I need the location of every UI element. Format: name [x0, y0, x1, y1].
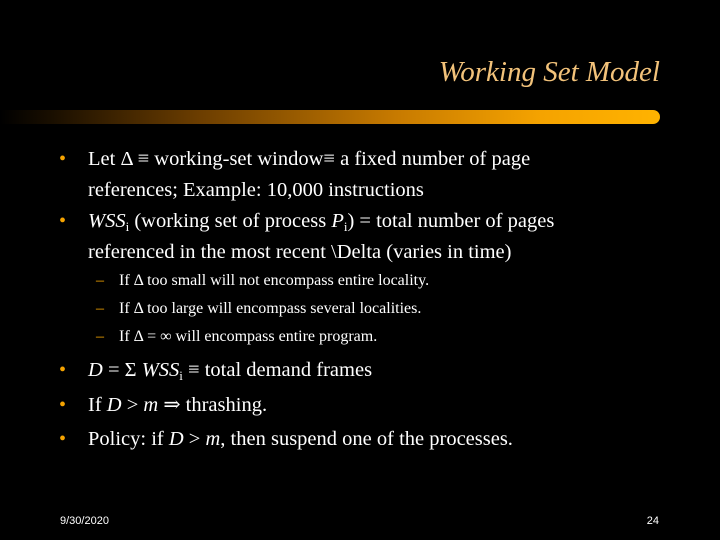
- sub-bullet-text: If Δ = ∞ will encompass entire program.: [119, 328, 378, 345]
- bullet-text-line: [88, 355, 688, 386]
- subscript: i: [343, 219, 348, 234]
- bullet-dot: •: [59, 394, 67, 416]
- sub-bullet-text: If Δ too large will encompass several localities.: [119, 300, 422, 317]
- footer-date: 9/30/2020: [60, 515, 109, 527]
- bullet-dot: •: [59, 428, 67, 450]
- bullet-item: [59, 424, 688, 455]
- text-run: >: [183, 428, 206, 450]
- demand-term: D: [88, 359, 103, 381]
- process-term: P: [331, 210, 344, 232]
- text-run: >: [121, 394, 144, 416]
- bullet-text-line: Let Δ ≡ working-set window≡ a fixed number of page: [88, 148, 531, 170]
- demand-term: D: [168, 428, 184, 450]
- wss-term: WSS: [88, 210, 126, 232]
- text-run: , then suspend one of the processes.: [220, 428, 513, 450]
- bullet-text-line: [88, 206, 688, 237]
- text-run: ≡ total demand frames: [182, 359, 373, 381]
- text-run: = Σ: [102, 359, 142, 381]
- sub-bullet-text: If Δ too small will not encompass entire locality.: [119, 272, 430, 289]
- sub-bullet-dash: –: [96, 328, 104, 345]
- subscript: i: [125, 219, 130, 234]
- bullet-text-line: referenced in the most recent \Delta (varies in time): [88, 241, 512, 263]
- bullet-text-line: [88, 424, 688, 455]
- page-number: 24: [646, 515, 659, 527]
- sub-bullet-item: [96, 271, 679, 291]
- wss-term: WSS: [141, 359, 180, 381]
- text-run: (working set of process: [129, 210, 332, 232]
- sub-bullet-item: [96, 327, 679, 347]
- bullet-item: [59, 355, 688, 386]
- bullet-item: [59, 144, 688, 206]
- subscript: i: [179, 368, 183, 383]
- text-run: Policy: if: [88, 428, 169, 450]
- sub-bullet-dash: –: [96, 300, 104, 317]
- bullet-item: [59, 390, 688, 421]
- text-run: If: [88, 394, 107, 416]
- title-underline-bar: [0, 110, 660, 124]
- sub-bullet-item: [96, 299, 679, 319]
- bullet-text-line: references; Example: 10,000 instructions: [88, 179, 424, 201]
- text-run: ⇒ thrashing.: [158, 394, 268, 416]
- bullet-dot: •: [59, 210, 67, 232]
- slide-title: Working Set Model: [438, 56, 660, 88]
- sub-bullet-dash: –: [96, 272, 104, 289]
- bullet-dot: •: [59, 148, 67, 170]
- frames-term: m: [205, 428, 221, 450]
- bullet-dot: •: [59, 359, 67, 381]
- frames-term: m: [143, 394, 159, 416]
- demand-term: D: [106, 394, 122, 416]
- bullet-item: [59, 206, 688, 268]
- text-run: ) = total number of pages: [347, 210, 555, 232]
- bullet-text-line: [88, 390, 688, 421]
